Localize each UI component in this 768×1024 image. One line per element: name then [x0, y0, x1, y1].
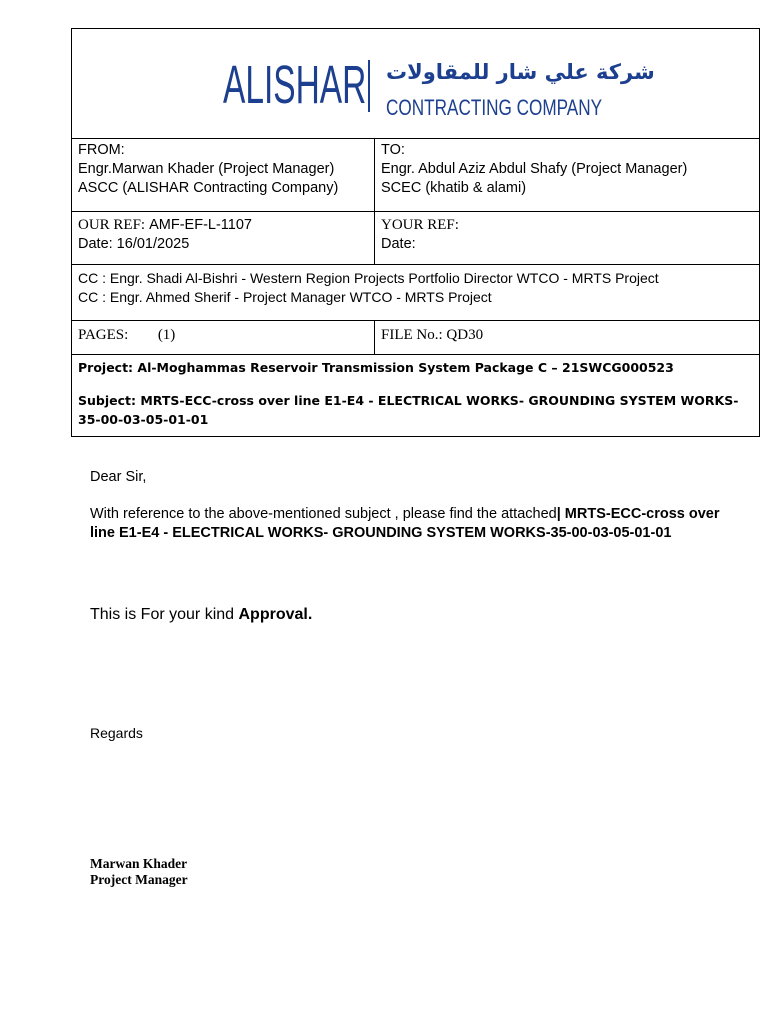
from-cell — [72, 139, 375, 211]
to-company: SCEC (khatib & alami) — [381, 180, 527, 196]
signatory-name: Marwan Khader — [90, 856, 188, 871]
pages-label: PAGES: — [78, 327, 129, 343]
greeting: Dear Sir, — [90, 469, 147, 485]
company-logo-arabic: شركة علي شار للمقاولات — [386, 60, 655, 84]
to-label: TO: — [381, 142, 405, 158]
reference-paragraph — [90, 505, 730, 543]
signature-block — [90, 856, 188, 888]
our-ref-cell — [72, 212, 375, 264]
approval-paragraph — [90, 605, 312, 625]
subject-line: Subject: MRTS-ECC-cross over line E1-E4 - ELECTRICAL WORKS- GROUNDING SYSTEM WORKS-35-00-03-05-01-01 — [78, 393, 739, 427]
to-cell — [375, 139, 759, 211]
approval-word: Approval. — [238, 606, 313, 623]
your-date: Date: — [381, 236, 416, 252]
logo-banner — [72, 29, 759, 138]
from-label: FROM: — [78, 142, 125, 158]
reference-row — [72, 211, 759, 264]
file-value: QD30 — [446, 327, 484, 343]
cc-line-2: CC : Engr. Ahmed Sherif - Project Manager WTCO - MRTS Project — [78, 289, 492, 305]
reference-intro: With reference to the above-mentioned subject , please find the attached — [90, 506, 557, 522]
company-logo-latin: ALISHAR — [223, 55, 367, 115]
reference-document: | MRTS-ECC-cross over line E1-E4 - ELECTRICAL WORKS- GROUNDING SYSTEM WORKS-35-00-03-05-01-01 — [90, 506, 720, 541]
our-date: Date: 16/01/2025 — [78, 236, 190, 252]
cc-row — [72, 264, 759, 320]
approval-intro: This is For your kind — [90, 606, 239, 623]
our-ref-label: OUR REF: — [78, 217, 146, 233]
pages-cell — [72, 321, 375, 354]
cc-line-1: CC : Engr. Shadi Al-Bishri - Western Region Projects Portfolio Director WTCO - MRTS Project — [78, 270, 659, 286]
our-ref-value: AMF-EF-L-1107 — [149, 217, 252, 233]
pages-file-row — [72, 320, 759, 354]
from-name: Engr.Marwan Khader (Project Manager) — [78, 161, 335, 177]
regards: Regards — [90, 725, 143, 741]
letter-header-table — [71, 28, 760, 437]
from-company: ASCC (ALISHAR Contracting Company) — [78, 180, 339, 196]
file-label: FILE No.: — [381, 327, 443, 343]
your-ref-cell — [375, 212, 759, 264]
from-to-row — [72, 138, 759, 211]
project-subject-row — [72, 354, 759, 436]
logo-divider — [368, 60, 370, 112]
project-line: Project: Al-Moghammas Reservoir Transmission System Package C – 21SWCG000523 — [78, 360, 674, 375]
pages-value: (1) — [157, 327, 176, 343]
signatory-title: Project Manager — [90, 872, 188, 887]
cc-cell — [72, 265, 665, 320]
company-logo-subtitle: CONTRACTING COMPANY — [386, 95, 603, 120]
to-name: Engr. Abdul Aziz Abdul Shafy (Project Manager) — [381, 161, 688, 177]
your-ref-label: YOUR REF: — [381, 217, 459, 233]
file-cell — [375, 321, 759, 354]
